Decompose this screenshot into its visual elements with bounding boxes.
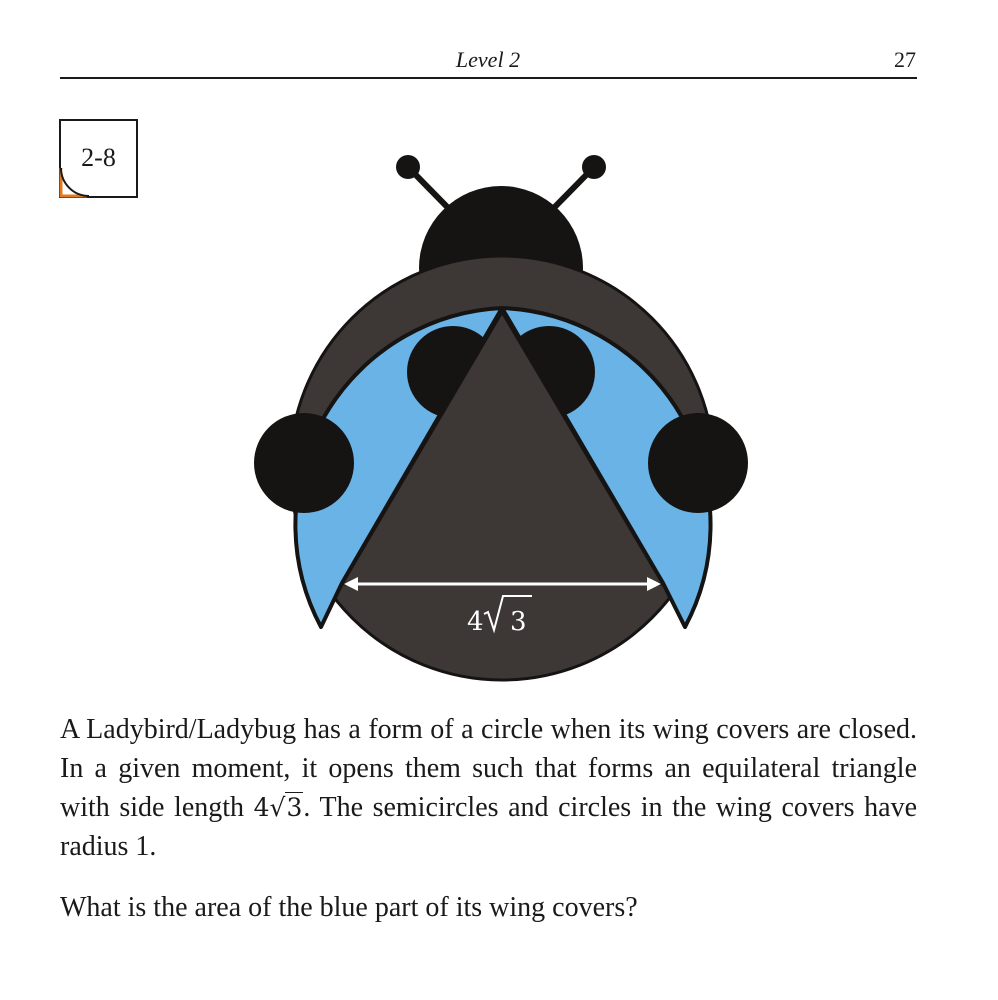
svg-text:4: 4 [467, 607, 484, 637]
problem-statement [60, 710, 917, 866]
problem-text [60, 710, 917, 927]
statement-part-2: . The semicircles and circles in the wing covers have radius 1. [60, 792, 918, 862]
problem-question: What is the area of the blue part of its wing covers? [60, 892, 638, 923]
left-wing-spot [254, 413, 354, 513]
side-length-expression: 4√3 [253, 793, 303, 822]
svg-text:3: 3 [510, 607, 527, 637]
statement-part-1: A Ladybird/Ladybug has a form of a circle when its wing covers are closed. In a given moment, it opens them such that forms an equilateral triangle with side length [60, 714, 917, 823]
right-wing-spot [648, 413, 748, 513]
problem-number: 2-8 [81, 143, 116, 172]
page-number: 27 [894, 47, 916, 72]
header-level: Level 2 [455, 47, 521, 72]
